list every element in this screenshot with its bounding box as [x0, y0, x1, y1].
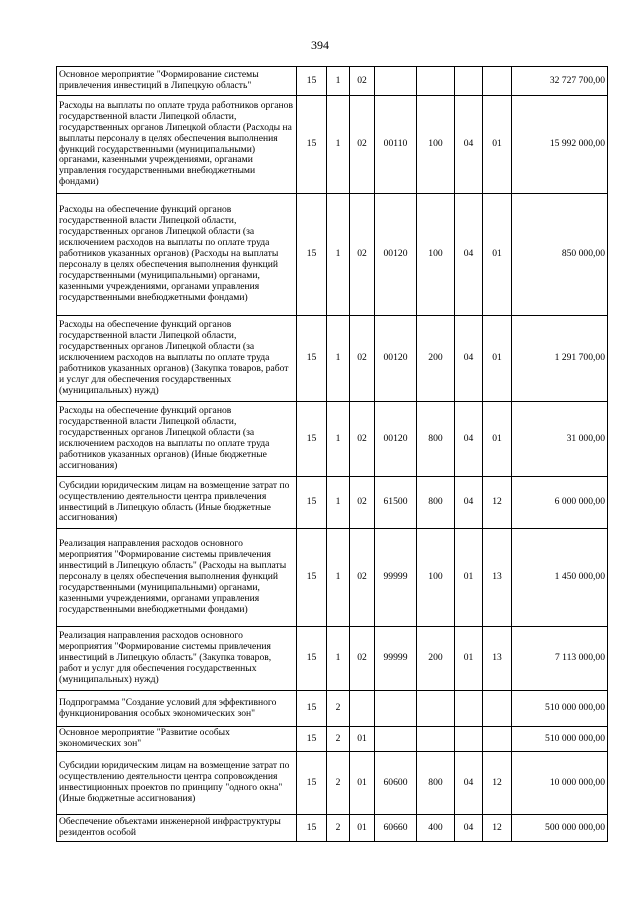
subsection-code: 12	[483, 815, 512, 842]
row-description: Основное мероприятие "Формирование системы привлечения инвестиций в Липецкую область"	[57, 67, 297, 96]
program-code: 15	[297, 67, 327, 96]
budget-table	[56, 66, 608, 842]
event-code: 02	[350, 529, 375, 627]
section-code: 04	[455, 402, 483, 477]
program-code: 15	[297, 727, 327, 752]
section-code: 04	[455, 194, 483, 316]
subsection-code: 01	[483, 96, 512, 194]
subprogram-code: 2	[327, 691, 350, 727]
subprogram-code: 1	[327, 67, 350, 96]
direction-code: 00110	[375, 96, 417, 194]
table-row	[57, 815, 608, 842]
subsection-code: 13	[483, 627, 512, 691]
subprogram-code: 2	[327, 752, 350, 815]
amount: 6 000 000,00	[512, 477, 608, 529]
row-description: Обеспечение объектами инженерной инфраструктуры резидентов особой	[57, 815, 297, 842]
table-row	[57, 402, 608, 477]
direction-code	[375, 727, 417, 752]
direction-code: 00120	[375, 194, 417, 316]
program-code: 15	[297, 402, 327, 477]
subsection-code: 13	[483, 529, 512, 627]
table-row	[57, 727, 608, 752]
amount: 500 000 000,00	[512, 815, 608, 842]
row-description: Расходы на обеспечение функций органов государственной власти Липецкой области, государственных органов Липецкой области (за исключением расходов на выплаты по оплате труда работников указанных органов) (Иные бюджетные ассигнования)	[57, 402, 297, 477]
expense-type-code: 400	[417, 815, 455, 842]
expense-type-code: 200	[417, 627, 455, 691]
amount: 510 000 000,00	[512, 691, 608, 727]
table-row	[57, 627, 608, 691]
section-code: 01	[455, 627, 483, 691]
subprogram-code: 1	[327, 529, 350, 627]
section-code: 04	[455, 477, 483, 529]
direction-code: 61500	[375, 477, 417, 529]
subprogram-code: 1	[327, 194, 350, 316]
direction-code	[375, 67, 417, 96]
amount: 1 291 700,00	[512, 316, 608, 402]
program-code: 15	[297, 194, 327, 316]
amount: 31 000,00	[512, 402, 608, 477]
subsection-code	[483, 691, 512, 727]
section-code	[455, 67, 483, 96]
section-code	[455, 691, 483, 727]
direction-code: 99999	[375, 529, 417, 627]
subsection-code: 01	[483, 402, 512, 477]
event-code: 02	[350, 67, 375, 96]
direction-code: 99999	[375, 627, 417, 691]
table-row	[57, 96, 608, 194]
subprogram-code: 1	[327, 477, 350, 529]
program-code: 15	[297, 529, 327, 627]
event-code: 01	[350, 815, 375, 842]
amount: 1 450 000,00	[512, 529, 608, 627]
subprogram-code: 2	[327, 727, 350, 752]
subsection-code: 12	[483, 752, 512, 815]
expense-type-code: 100	[417, 194, 455, 316]
expense-type-code: 800	[417, 477, 455, 529]
event-code: 02	[350, 96, 375, 194]
subsection-code: 01	[483, 194, 512, 316]
expense-type-code: 100	[417, 529, 455, 627]
row-description: Расходы на обеспечение функций органов государственной власти Липецкой области, государственных органов Липецкой области (за исключением расходов на выплаты по оплате труда работников указанных органов) (Закупка товаров, работ и услуг для обеспечения государственных (муниципальных) нужд)	[57, 316, 297, 402]
row-description: Субсидии юридическим лицам на возмещение затрат по осуществлению деятельности центра привлечения инвестиций в Липецкую область (Иные бюджетные ассигнования)	[57, 477, 297, 529]
table-row	[57, 316, 608, 402]
event-code: 01	[350, 752, 375, 815]
direction-code	[375, 691, 417, 727]
subsection-code	[483, 67, 512, 96]
event-code: 01	[350, 727, 375, 752]
section-code: 04	[455, 815, 483, 842]
subprogram-code: 1	[327, 316, 350, 402]
direction-code: 60660	[375, 815, 417, 842]
table-row	[57, 691, 608, 727]
subsection-code	[483, 727, 512, 752]
row-description: Реализация направления расходов основного мероприятия "Формирование системы привлечения инвестиций в Липецкую область" (Расходы на выплаты персоналу в целях обеспечения выполнения функций государственными (муниципальными) органами, казенными учреждениями, органами управления государственными внебюджетными фондами)	[57, 529, 297, 627]
amount: 15 992 000,00	[512, 96, 608, 194]
program-code: 15	[297, 752, 327, 815]
amount: 850 000,00	[512, 194, 608, 316]
table-row	[57, 67, 608, 96]
section-code: 01	[455, 529, 483, 627]
table-row	[57, 529, 608, 627]
expense-type-code	[417, 691, 455, 727]
event-code	[350, 691, 375, 727]
section-code: 04	[455, 752, 483, 815]
subprogram-code: 1	[327, 402, 350, 477]
row-description: Подпрограмма "Создание условий для эффективного функционирования особых экономических зон"	[57, 691, 297, 727]
section-code	[455, 727, 483, 752]
table-row	[57, 477, 608, 529]
table-row	[57, 752, 608, 815]
expense-type-code: 100	[417, 96, 455, 194]
subprogram-code: 1	[327, 96, 350, 194]
row-description: Основное мероприятие "Развитие особых экономических зон"	[57, 727, 297, 752]
event-code: 02	[350, 316, 375, 402]
row-description: Расходы на выплаты по оплате труда работников органов государственной власти Липецкой области, государственных органов Липецкой области (Расходы на выплаты персоналу в целях обеспечения выполнения функций государственными (муниципальными) органами, казенными учреждениями, органами управления государственными внебюджетными фондами)	[57, 96, 297, 194]
subsection-code: 12	[483, 477, 512, 529]
amount: 7 113 000,00	[512, 627, 608, 691]
row-description: Расходы на обеспечение функций органов государственной власти Липецкой области, государственных органов Липецкой области (за исключением расходов на выплаты по оплате труда работников указанных органов) (Расходы на выплаты персоналу в целях обеспечения выполнения функций государственными (муниципальными) органами, казенными учреждениями, органами управления государственными внебюджетными фондами)	[57, 194, 297, 316]
expense-type-code: 800	[417, 402, 455, 477]
program-code: 15	[297, 627, 327, 691]
expense-type-code: 200	[417, 316, 455, 402]
direction-code: 60600	[375, 752, 417, 815]
event-code: 02	[350, 402, 375, 477]
subprogram-code: 1	[327, 627, 350, 691]
direction-code: 00120	[375, 402, 417, 477]
amount: 32 727 700,00	[512, 67, 608, 96]
program-code: 15	[297, 477, 327, 529]
expense-type-code: 800	[417, 752, 455, 815]
subprogram-code: 2	[327, 815, 350, 842]
event-code: 02	[350, 627, 375, 691]
section-code: 04	[455, 96, 483, 194]
program-code: 15	[297, 691, 327, 727]
program-code: 15	[297, 316, 327, 402]
amount: 10 000 000,00	[512, 752, 608, 815]
expense-type-code	[417, 727, 455, 752]
row-description: Реализация направления расходов основного мероприятия "Формирование системы привлечения инвестиций в Липецкую область" (Закупка товаров, работ и услуг для обеспечения государственных (муниципальных) нужд)	[57, 627, 297, 691]
table-row	[57, 194, 608, 316]
program-code: 15	[297, 815, 327, 842]
expense-type-code	[417, 67, 455, 96]
page-number: 394	[311, 38, 329, 52]
event-code: 02	[350, 477, 375, 529]
subsection-code: 01	[483, 316, 512, 402]
event-code: 02	[350, 194, 375, 316]
section-code: 04	[455, 316, 483, 402]
direction-code: 00120	[375, 316, 417, 402]
row-description: Субсидии юридическим лицам на возмещение затрат по осуществлению деятельности центра сопровождения инвестиционных проектов по принципу "одного окна" (Иные бюджетные ассигнования)	[57, 752, 297, 815]
program-code: 15	[297, 96, 327, 194]
amount: 510 000 000,00	[512, 727, 608, 752]
